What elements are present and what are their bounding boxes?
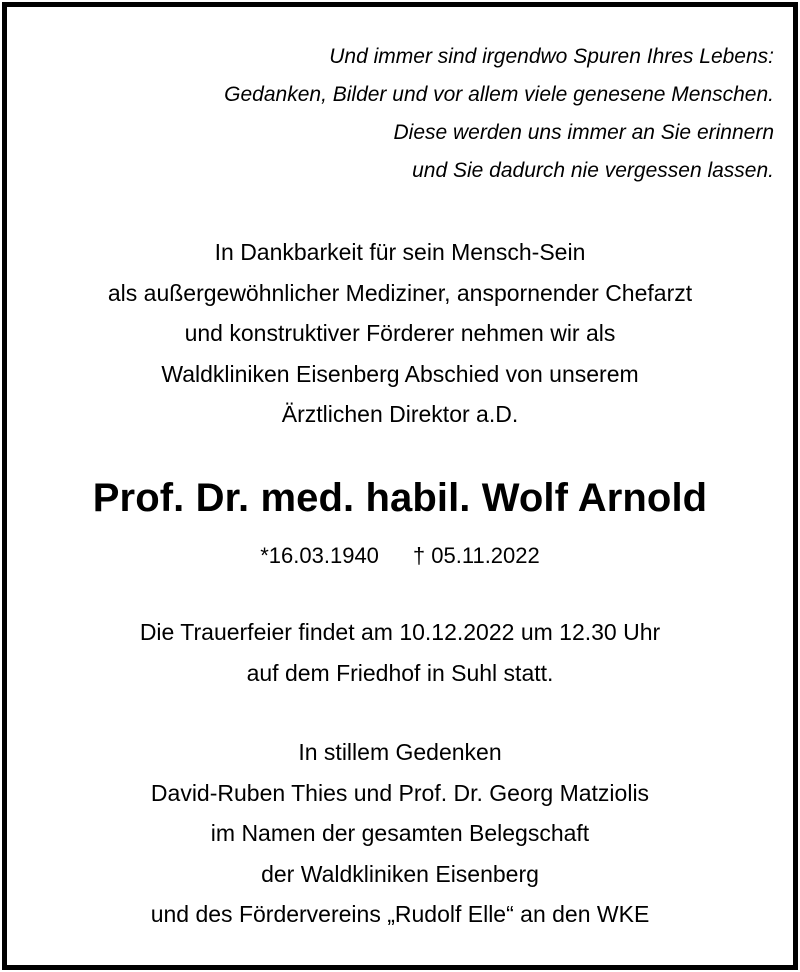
- signoff-text: [0, 732, 800, 935]
- death-date: † 05.11.2022: [412, 543, 540, 568]
- deceased-name: Prof. Dr. med. habil. Wolf Arnold: [92, 476, 708, 520]
- signoff-line: im Namen der gesamten Belegschaft: [210, 820, 590, 846]
- funeral-line: auf dem Friedhof in Suhl statt.: [246, 659, 554, 686]
- life-dates: [0, 536, 800, 576]
- motto-line: Und immer sind irgendwo Spuren Ihres Lebens:: [329, 45, 774, 68]
- intro-text: [0, 232, 800, 435]
- intro-line: und konstruktiver Förderer nehmen wir als: [184, 320, 616, 346]
- signoff-line: der Waldkliniken Eisenberg: [261, 860, 539, 887]
- birth-date: *16.03.1940: [260, 543, 379, 568]
- intro-line: Waldkliniken Eisenberg Abschied von unserem: [161, 360, 639, 387]
- signoff-line: David-Ruben Thies und Prof. Dr. Georg Matziolis: [150, 779, 650, 806]
- funeral-line: Die Trauerfeier findet am 10.12.2022 um 12.30 Uhr: [139, 619, 661, 645]
- intro-line: Ärztlichen Direktor a.D.: [281, 401, 519, 427]
- intro-line: In Dankbarkeit für sein Mensch-Sein: [214, 239, 586, 265]
- motto-verse: [224, 38, 774, 190]
- motto-line: Gedanken, Bilder und vor allem viele genesene Menschen.: [224, 83, 774, 106]
- motto-line: und Sie dadurch nie vergessen lassen.: [412, 159, 774, 182]
- signoff-line: und des Fördervereins „Rudolf Elle“ an den WKE: [150, 901, 650, 927]
- motto-line: Diese werden uns immer an Sie erinnern: [393, 121, 774, 144]
- intro-line: als außergewöhnlicher Mediziner, anspornender Chefarzt: [107, 279, 693, 306]
- signoff-line: In stillem Gedenken: [298, 739, 502, 765]
- funeral-notice: [0, 612, 800, 693]
